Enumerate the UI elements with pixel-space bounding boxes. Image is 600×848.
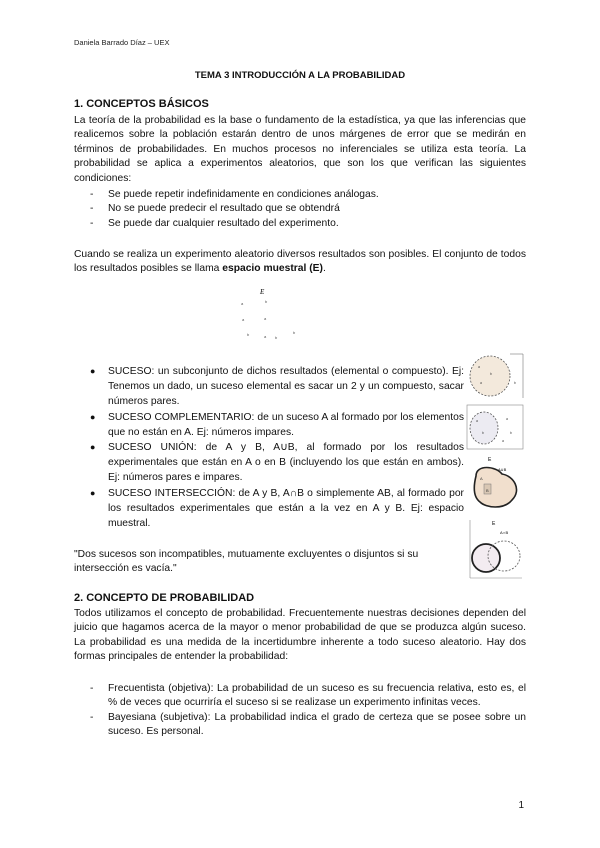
section2-heading: 2. CONCEPTO DE PROBABILIDAD xyxy=(74,592,255,604)
svg-text:b: b xyxy=(275,335,278,340)
svg-text:b: b xyxy=(514,381,516,385)
definition-item-union xyxy=(74,440,464,486)
section1-intro: La teoría de la probabilidad es la base o fundamento de la estadística, ya que las inferencias que realicemos sobre la población estarán dentro de unos márgenes de error que se medirán en términos de probabilidades. En muchos procesos no inferenciales se utiliza esta teoría. La probabilidad se aplica a experimentos aleatorios, que son los que verifican las siguientes condiciones: xyxy=(74,115,526,184)
probability-form-text: Bayesiana (subjetiva): La probabilidad indica el grado de certeza que se posee sobre un suceso. Es personal. xyxy=(108,711,526,738)
definition-item-interseccion xyxy=(74,486,464,532)
suceso-venn xyxy=(466,350,524,400)
bullet-icon: ● xyxy=(90,442,96,453)
svg-text:a: a xyxy=(264,316,267,321)
condition-item xyxy=(74,202,526,216)
page-number: 1 xyxy=(518,800,524,811)
union-figure xyxy=(466,454,524,514)
inter-fig-text: A∩B xyxy=(500,530,509,535)
union-fig-text: A∪B xyxy=(498,467,507,472)
page-header-author: Daniela Barrado Díaz – UEX xyxy=(74,38,170,47)
incompatible-definition: "Dos sucesos son incompatibles, mutuamente excluyentes o disjuntos si su intersección es vacía." xyxy=(74,549,419,575)
svg-text:a: a xyxy=(264,334,267,339)
definition-item-complementario xyxy=(74,410,464,440)
conditions-list xyxy=(74,188,526,231)
union-venn xyxy=(466,454,524,514)
sample-space-figure xyxy=(230,284,300,346)
definition-text: SUCESO COMPLEMENTARIO: de un suceso A al formado por los elementos que no están en A. Ej: números impares. xyxy=(108,411,464,438)
bullet-icon: ● xyxy=(90,366,96,376)
svg-text:a: a xyxy=(242,317,245,322)
probability-form-item xyxy=(74,682,526,711)
dash-marker: - xyxy=(90,203,94,215)
svg-text:a: a xyxy=(478,365,480,369)
svg-text:b: b xyxy=(490,372,492,376)
section1-heading: 1. CONCEPTOS BÁSICOS xyxy=(74,98,209,110)
definition-item-suceso xyxy=(74,364,464,410)
svg-text:a: a xyxy=(476,419,478,423)
svg-text:a: a xyxy=(241,301,244,306)
condition-text: No se puede predecir el resultado que se obtendrá xyxy=(108,203,340,215)
condition-text: Se puede dar cualquier resultado del experimento. xyxy=(108,217,339,229)
complementario-venn xyxy=(466,404,524,450)
svg-text:A: A xyxy=(480,476,483,481)
sample-points xyxy=(241,299,296,340)
complementario-figure xyxy=(466,404,524,450)
document-title: TEMA 3 INTRODUCCIÓN A LA PROBABILIDAD xyxy=(194,70,406,81)
svg-text:a: a xyxy=(480,381,482,385)
probability-form-text: Frecuentista (objetiva): La probabilidad de un suceso es su frecuencia relativa, esto es, el % de veces que ocurriría el suceso si se realizase un experimento infinitas veces. xyxy=(108,683,526,709)
definition-text: SUCESO INTERSECCIÓN: de A y B, A∩B o simplemente AB, al formado por los resultados experimentales que están a la vez en A y B. Ej: espacio muestral. xyxy=(108,487,464,530)
condition-item xyxy=(74,188,526,202)
sample-space-label: E xyxy=(260,288,265,296)
svg-text:b: b xyxy=(265,299,268,304)
condition-text: Se puede repetir indefinidamente en condiciones análogas. xyxy=(108,189,379,200)
sample-space-diagram xyxy=(230,284,300,346)
dash-marker: - xyxy=(90,683,94,694)
condition-item xyxy=(74,217,526,231)
sample-space-term: espacio muestral (E) xyxy=(222,263,323,275)
probability-form-item xyxy=(74,711,526,740)
svg-text:a: a xyxy=(502,439,504,443)
svg-text:b: b xyxy=(510,431,512,435)
section2-intro: Todos utilizamos el concepto de probabilidad. Frecuentemente nuestras decisiones dependen del juicio que hagamos acerca de la mayor o menor probabilidad de que se produzca algún suceso. La probabilidad es una medida de la incertidumbre inherente a todo suceso aleatorio. Hay dos formas principales de entender la probabilidad: xyxy=(74,608,526,663)
svg-text:B: B xyxy=(486,488,489,493)
svg-text:b: b xyxy=(247,332,250,337)
union-fig-label: E xyxy=(488,457,492,463)
svg-text:b: b xyxy=(293,330,296,335)
dash-marker: - xyxy=(90,189,94,200)
sample-space-paragraph xyxy=(74,248,526,277)
svg-text:a: a xyxy=(506,417,508,421)
dash-marker: - xyxy=(90,217,94,229)
interseccion-venn xyxy=(466,518,524,580)
bullet-icon: ● xyxy=(90,411,96,422)
definition-text: SUCESO: un subconjunto de dichos resultados (elemental o compuesto). Ej: Tenemos un dado, un suceso elemental es sacar un 2 y un compuesto, sacar números pares. xyxy=(108,366,464,408)
svg-text:b: b xyxy=(482,431,484,435)
dash-marker: - xyxy=(90,711,94,723)
interseccion-figure xyxy=(466,518,524,580)
suceso-figure xyxy=(466,350,524,400)
definition-text: SUCESO UNIÓN: de A y B, A∪B, al formado por los resultados experimentales que están en A o en B (incluyendo los que están en ambos). Ej: números pares e impares. xyxy=(108,442,464,484)
definitions-list xyxy=(74,364,464,531)
sample-space-end: . xyxy=(322,263,326,275)
inter-fig-label: E xyxy=(492,521,496,527)
svg-text:.: . xyxy=(510,369,511,373)
bullet-icon: ● xyxy=(90,487,96,498)
sample-space-text: Cuando se realiza un experimento aleatorio diversos resultados son posibles. El conjunto de todos los resultados posibles se llama xyxy=(74,249,526,275)
probability-forms-list xyxy=(74,682,526,740)
